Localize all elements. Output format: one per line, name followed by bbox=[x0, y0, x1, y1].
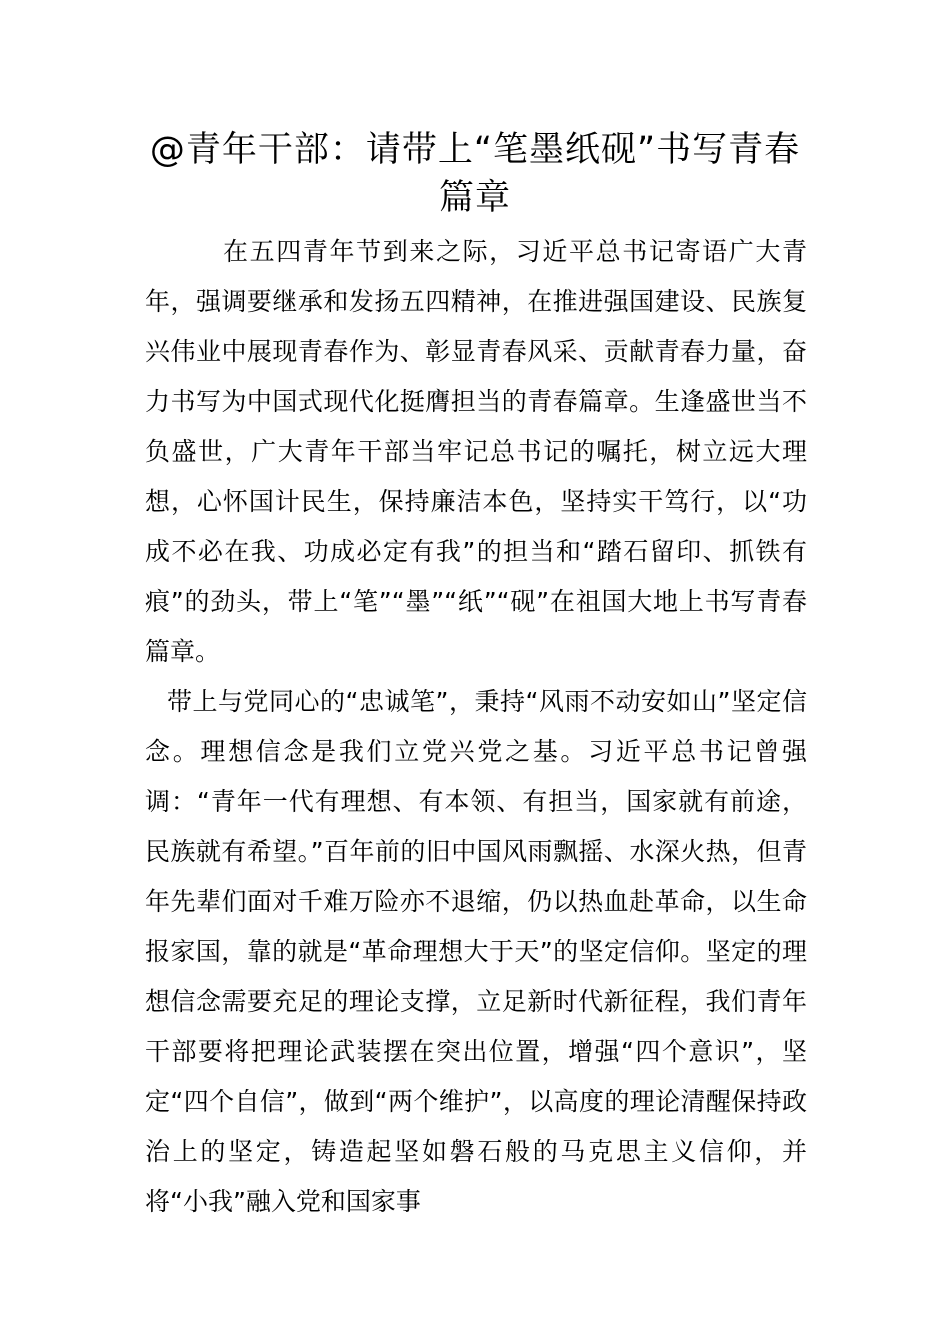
document-body bbox=[145, 227, 807, 1227]
paragraph-2: 带上与党同心的“忠诚笔”，秉持“风雨不动安如山”坚定信念。理想信念是我们立党兴党之基。习近平总书记曾强调：“青年一代有理想、有本领、有担当，国家就有前途，民族就有希望。”百年前的旧中国风雨飘摇、水深火热，但青年先辈们面对千难万险亦不退缩，仍以热血赴革命，以生命报家国，靠的就是“革命理想大于天”的坚定信仰。坚定的理想信念需要充足的理论支撑，立足新时代新征程，我们青年干部要将把理论武装摆在突出位置，增强“四个意识”，坚定“四个自信”，做到“两个维护”，以高度的理论清醒保持政治上的坚定，铸造起坚如磐石般的马克思主义信仰，并将“小我”融入党和国家事 bbox=[145, 687, 807, 1216]
paragraph-1: 在五四青年节到来之际，习近平总书记寄语广大青年，强调要继承和发扬五四精神，在推进强国建设、民族复兴伟业中展现青春作为、彰显青春风采、贡献青春力量，奋力书写为中国式现代化挺膺担当的青春篇章。生逢盛世当不负盛世，广大青年干部当牢记总书记的嘱托，树立远大理想，心怀国计民生，保持廉洁本色，坚持实干笃行，以“功成不必在我、功成必定有我”的担当和“踏石留印、抓铁有痕”的劲头，带上“笔”“墨”“纸”“砚”在祖国大地上书写青春篇章。 bbox=[145, 237, 807, 666]
document-title: @青年干部：请带上“笔墨纸砚”书写青春篇章 bbox=[149, 130, 801, 218]
